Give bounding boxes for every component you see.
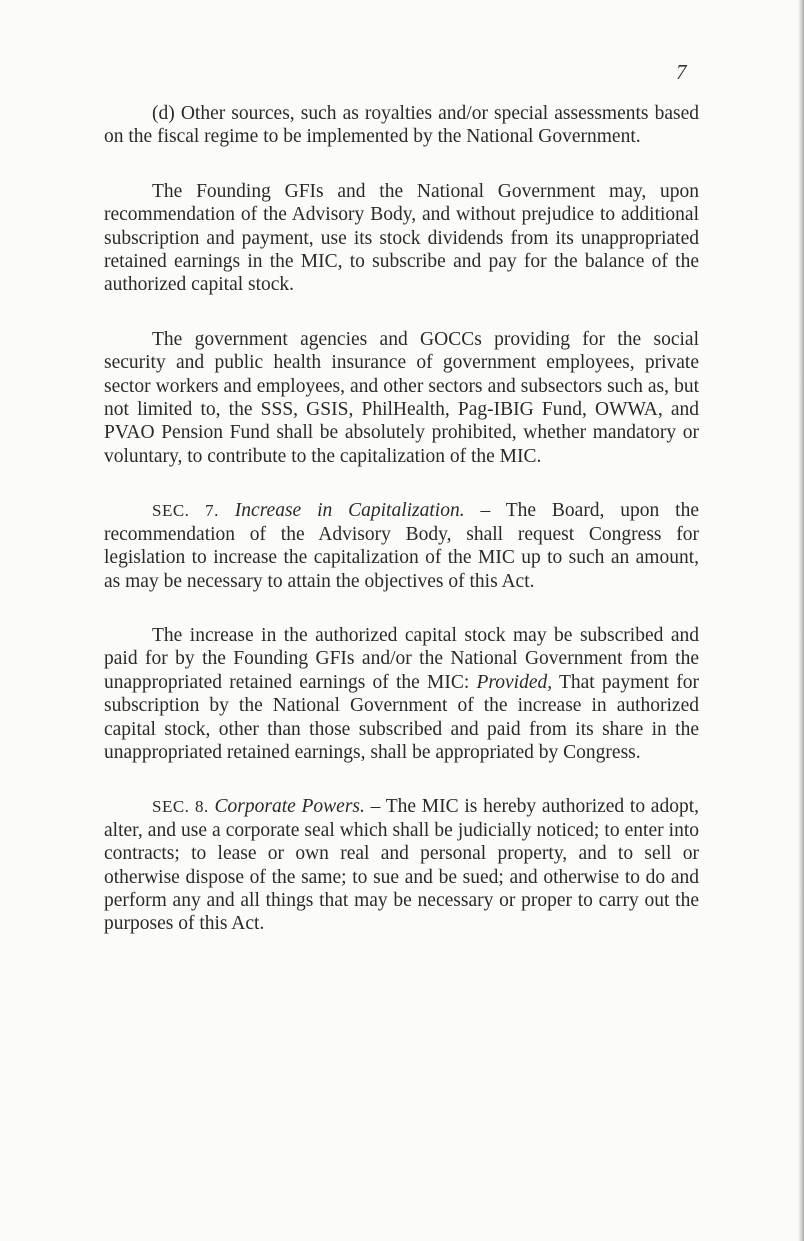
section-8-paragraph <box>104 795 699 935</box>
section-7-text: – The Board, upon the recommendation of the Advisory Body, shall request Congress for legislation to increase the capitalization of the MIC up to such an amount, as may be necessary to attain the objectives of this Act. <box>104 500 699 592</box>
capital-increase-text-before: The increase in the authorized capital stock may be subscribed and paid for by the Founding GFIs and/or the National Government from the unappropriated retained earnings of the MIC: <box>104 624 699 693</box>
document-body <box>104 102 699 967</box>
paragraph-prohibited-contributors: The government agencies and GOCCs providing for the social security and public health insurance of government employees, private sector workers and employees, and other sectors and subsectors such as, but not limited to, the SSS, GSIS, PhilHealth, Pag-IBIG Fund, OWWA, and PVAO Pension Fund shall be absolutely prohibited, whether mandatory or voluntary, to contribute to the capitalization of the MIC. <box>104 328 699 467</box>
paragraph-capital-increase <box>104 624 699 764</box>
paragraph-other-sources: (d) Other sources, such as royalties and/or special assessments based on the fiscal regime to be implemented by the National Government. <box>104 103 699 148</box>
section-7-title: Increase in Capitalization. <box>234 500 465 522</box>
section-7-paragraph <box>104 499 699 593</box>
proviso-keyword: Provided, <box>476 671 553 693</box>
paragraph-stock-dividends: The Founding GFIs and the National Government may, upon recommendation of the Advisory Body, and without prejudice to additional subscription and payment, use its stock dividends from its unappropriated retained earnings in the MIC, to subscribe and pay for the balance of the authorized capital stock. <box>104 180 699 296</box>
capital-increase-text-after: That payment for subscription by the National Government of the increase in authorized capital stock, other than those subscribed and paid from its share in the unappropriated retained earnings, shall be appropriated by Congress. <box>104 671 699 763</box>
section-7-label: SEC. 7. <box>152 501 219 521</box>
page-number: 7 <box>676 60 687 84</box>
section-8-label: SEC. 8. <box>152 797 209 817</box>
section-8-title: Corporate Powers. <box>214 796 365 818</box>
section-8-text: – The MIC is hereby authorized to adopt, alter, and use a corporate seal which shall be judicially noticed; to enter into contracts; to lease or own real and personal property, and to sell or otherwise dispose of the same; to sue and be sued; and otherwise to do and perform any and all things that may be necessary or proper to carry out the purposes of this Act. <box>104 796 700 935</box>
page-edge-shadow <box>798 0 804 1241</box>
